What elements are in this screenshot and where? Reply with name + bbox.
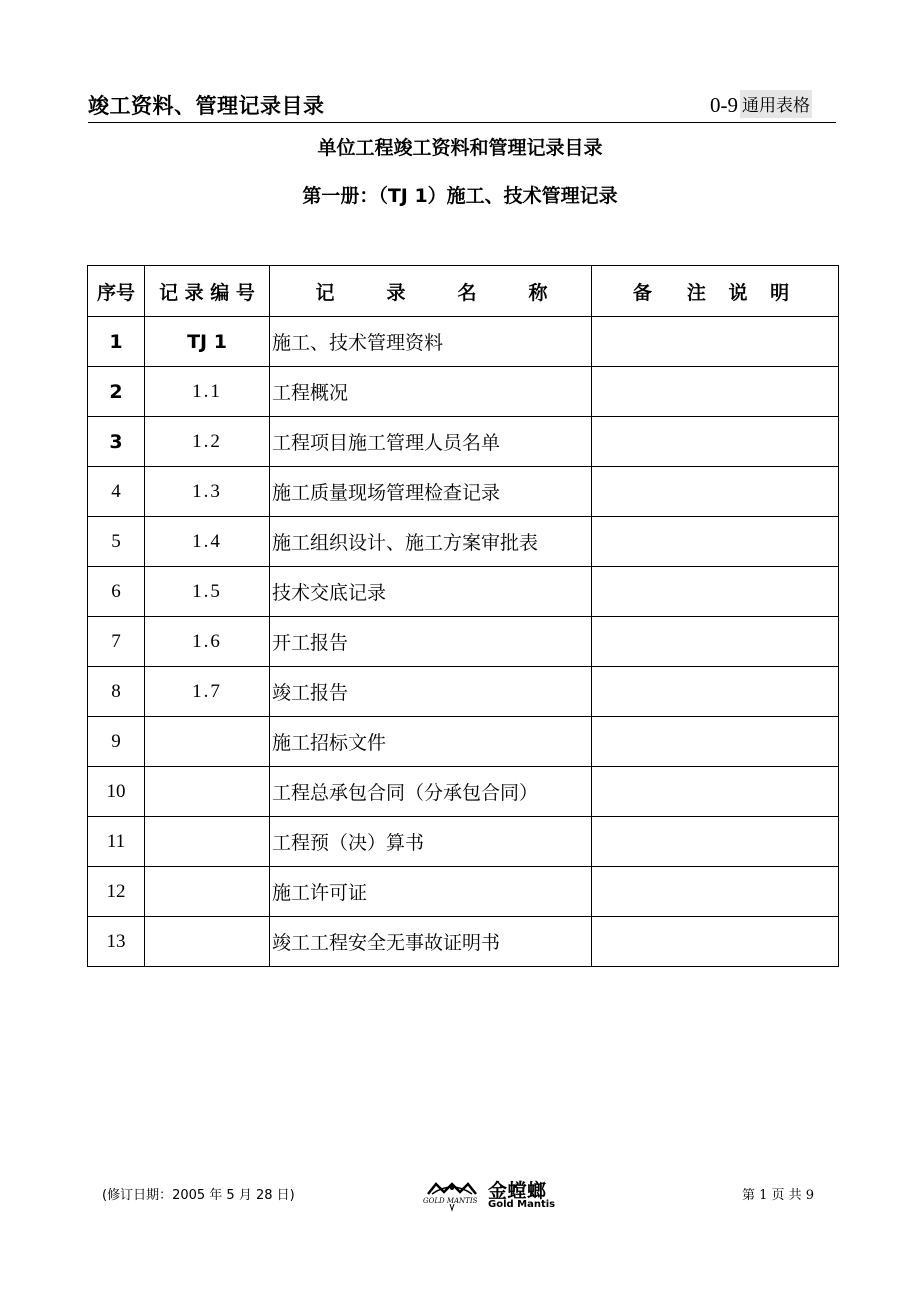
- row-note: [592, 867, 839, 917]
- row-code: 1.6: [145, 617, 270, 667]
- row-seq: 10: [88, 767, 145, 817]
- table-row: [88, 717, 839, 767]
- table-row: [88, 467, 839, 517]
- mantis-logo-icon: [422, 1176, 484, 1216]
- row-note: [592, 567, 839, 617]
- row-code: [145, 817, 270, 867]
- header-code-col: 记 录 编 号: [145, 266, 270, 317]
- row-seq: 12: [88, 867, 145, 917]
- row-code: 1.4: [145, 517, 270, 567]
- row-note: [592, 317, 839, 367]
- row-note: [592, 717, 839, 767]
- row-name: 施工组织设计、施工方案审批表: [270, 517, 592, 567]
- table-row: [88, 567, 839, 617]
- row-seq: 4: [88, 467, 145, 517]
- page-number: 第 1 页 共 9: [742, 1188, 815, 1203]
- row-code: TJ 1: [145, 317, 270, 367]
- row-note: [592, 767, 839, 817]
- row-note: [592, 467, 839, 517]
- row-seq: 11: [88, 817, 145, 867]
- table-row: [88, 517, 839, 567]
- header-name-char: 名: [457, 281, 477, 304]
- table-row: [88, 617, 839, 667]
- row-seq: 1: [88, 317, 145, 367]
- header-name-char: 记: [315, 281, 335, 304]
- header-name: [270, 266, 592, 317]
- row-name: 竣工报告: [270, 667, 592, 717]
- header-title: 竣工资料、管理记录目录: [88, 94, 325, 118]
- logo-chinese-name: 金螳螂: [488, 1180, 547, 1202]
- records-table: [87, 265, 839, 967]
- document-title: 单位工程竣工资料和管理记录目录: [317, 137, 603, 159]
- header-right: [710, 90, 812, 118]
- company-logo: [422, 1174, 562, 1220]
- logo-english-name: Gold Mantis: [488, 1199, 556, 1210]
- row-note: [592, 617, 839, 667]
- row-note: [592, 367, 839, 417]
- header-note: 备 注 说 明: [592, 266, 839, 317]
- row-name: 施工、技术管理资料: [270, 317, 592, 367]
- row-name: 竣工工程安全无事故证明书: [270, 917, 592, 967]
- header-tag: 通用表格: [740, 90, 812, 118]
- table-row: [88, 867, 839, 917]
- row-name: 施工招标文件: [270, 717, 592, 767]
- header-seq: 序号: [88, 266, 145, 317]
- page-header: [88, 88, 836, 123]
- row-note: [592, 817, 839, 867]
- row-name: 施工质量现场管理检查记录: [270, 467, 592, 517]
- row-name: 施工许可证: [270, 867, 592, 917]
- row-name: 技术交底记录: [270, 567, 592, 617]
- row-name: 工程项目施工管理人员名单: [270, 417, 592, 467]
- table-row: [88, 317, 839, 367]
- row-seq: 5: [88, 517, 145, 567]
- table-row: [88, 817, 839, 867]
- row-code: [145, 717, 270, 767]
- row-code: 1.5: [145, 567, 270, 617]
- row-seq: 6: [88, 567, 145, 617]
- table-row: [88, 917, 839, 967]
- row-note: [592, 917, 839, 967]
- row-code: 1.7: [145, 667, 270, 717]
- header-name-char: 录: [386, 281, 406, 304]
- row-note: [592, 667, 839, 717]
- row-seq: 2: [88, 367, 145, 417]
- header-code: 0-9: [710, 93, 738, 117]
- row-code: [145, 767, 270, 817]
- row-seq: 7: [88, 617, 145, 667]
- table-header-row: [88, 266, 839, 317]
- table-row: [88, 417, 839, 467]
- row-seq: 8: [88, 667, 145, 717]
- row-code: 1.1: [145, 367, 270, 417]
- row-name: 开工报告: [270, 617, 592, 667]
- table-row: [88, 667, 839, 717]
- row-note: [592, 517, 839, 567]
- table-row: [88, 367, 839, 417]
- table-body: [88, 317, 839, 967]
- logo-script: GOLD MANTIS: [423, 1197, 478, 1205]
- row-code: [145, 917, 270, 967]
- row-seq: 9: [88, 717, 145, 767]
- row-seq: 13: [88, 917, 145, 967]
- row-code: [145, 867, 270, 917]
- document-subtitle: 第一册：（TJ 1）施工、技术管理记录: [302, 185, 618, 207]
- row-note: [592, 417, 839, 467]
- row-code: 1.3: [145, 467, 270, 517]
- row-name: 工程概况: [270, 367, 592, 417]
- revision-date: (修订日期：2005 年 5 月 28 日): [102, 1188, 295, 1203]
- row-name: 工程总承包合同（分承包合同）: [270, 767, 592, 817]
- row-code: 1.2: [145, 417, 270, 467]
- row-seq: 3: [88, 417, 145, 467]
- header-name-char: 称: [528, 281, 548, 304]
- row-name: 工程预（决）算书: [270, 817, 592, 867]
- table-row: [88, 767, 839, 817]
